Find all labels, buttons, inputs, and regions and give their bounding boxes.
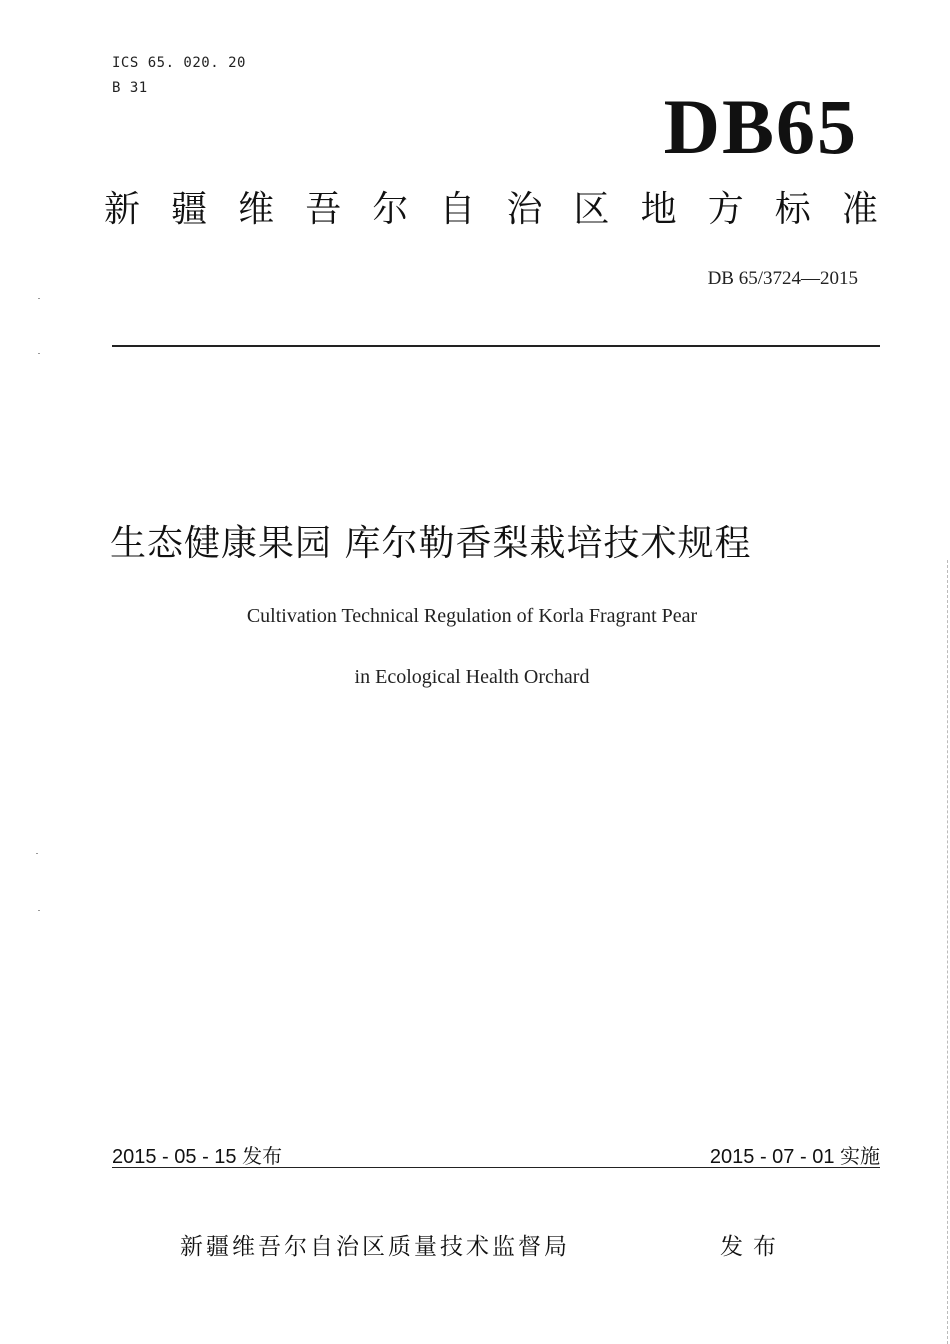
standard-number: DB 65/3724—2015 [707,268,858,289]
ccs-code: B 31 [112,80,148,96]
implementation-date: 2015 - 07 - 01 实施 [709,1146,880,1168]
title-english-line-2: in Ecological Health Orchard [354,666,590,688]
standard-type-heading [104,189,878,230]
db65-logo: DB65 [663,83,858,170]
standard-type-char: 维 [238,189,275,230]
issue-date: 2015 - 05 - 15 发布 [112,1146,283,1168]
standard-type-char: 疆 [171,189,208,230]
scan-speck [38,910,40,911]
header-divider [112,345,880,347]
title-chinese: 生态健康果园 库尔勒香梨栽培技术规程 [110,523,752,564]
standard-type-char: 区 [573,189,610,230]
publish-label: 发布 [720,1234,786,1260]
standard-type-char: 新 [104,189,141,230]
standard-type-char: 治 [506,189,543,230]
standard-type-char: 准 [841,189,878,230]
standard-type-char: 方 [707,189,744,230]
standard-type-char: 地 [640,189,677,230]
standard-type-char: 标 [774,189,811,230]
scan-edge-artifact [947,560,948,1344]
footer-divider [112,1167,880,1168]
scan-speck [36,853,38,854]
scan-speck [38,298,40,299]
scan-speck [38,353,40,354]
title-english-line-1: Cultivation Technical Regulation of Korla Fragrant Pear [246,605,698,627]
standard-type-char: 尔 [372,189,409,230]
standard-type-char: 吾 [305,189,342,230]
publisher-name: 新疆维吾尔自治区质量技术监督局 [180,1234,570,1260]
ics-code: ICS 65. 020. 20 [112,55,246,71]
standard-type-char: 自 [439,189,476,230]
